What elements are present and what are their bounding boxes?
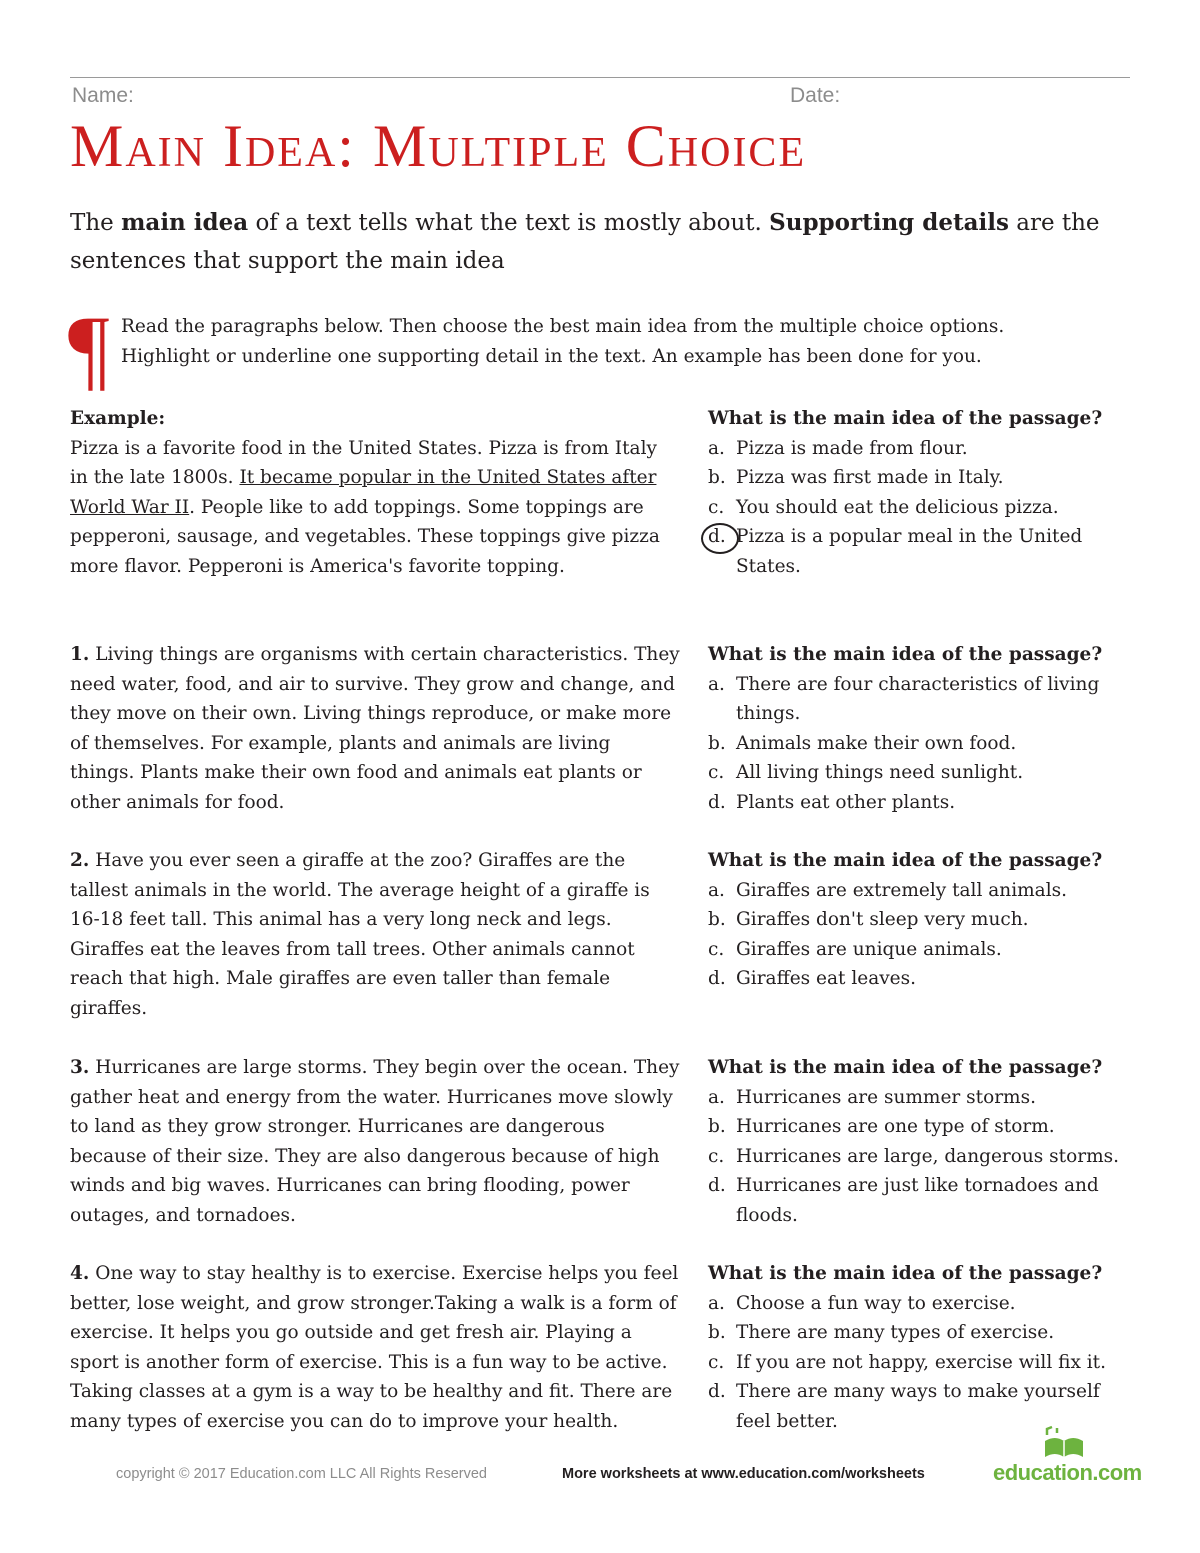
option-text: Hurricanes are summer storms. bbox=[736, 1086, 1036, 1108]
option-letter: a. bbox=[708, 1086, 725, 1108]
q1-option-b[interactable] bbox=[708, 729, 1138, 759]
example-label: Example: bbox=[70, 408, 166, 429]
option-text: If you are not happy, exercise will fix it. bbox=[736, 1351, 1106, 1373]
example-question-block bbox=[708, 404, 1138, 581]
book-icon bbox=[1041, 1425, 1087, 1459]
more-worksheets-link[interactable]: More worksheets at www.education.com/worksheets bbox=[562, 1466, 925, 1482]
example-passage bbox=[70, 404, 680, 581]
option-text: Giraffes eat leaves. bbox=[736, 968, 916, 989]
q3-option-c[interactable] bbox=[708, 1142, 1138, 1172]
question-block-2 bbox=[708, 846, 1138, 994]
answer-circle-icon bbox=[701, 523, 739, 554]
option-text: Animals make their own food. bbox=[736, 732, 1017, 754]
passage-text: Living things are organisms with certain characteristics. They need water, food, and air to survive. They grow and change, and they move on their own. Living things reproduce, or make more of themselves. For example, plants and animals are living things. Plants make their own food and animals eat plants or other animals for food. bbox=[70, 644, 680, 813]
example-option-b[interactable] bbox=[708, 463, 1138, 493]
option-letter: d. bbox=[708, 1175, 726, 1196]
header-rule bbox=[70, 77, 1130, 78]
page-title: Main Idea: Multiple Choice bbox=[70, 113, 807, 179]
option-text: There are four characteristics of living things. bbox=[736, 673, 1100, 724]
example-text-2: . People like to add toppings. Some toppings are pepperoni, sausage, and vegetables. These toppings give pizza more flavor. Pepperoni is America's favorite topping. bbox=[70, 496, 660, 577]
passage-text: One way to stay healthy is to exercise. Exercise helps you feel better, lose weight, and grow stronger.Taking a walk is a form of exercise. It helps you go outside and get fresh air. Playing a sport is another form of exercise. This is a fun way to be active. Taking classes at a gym is a way to be healthy and fit. There are many types of exercise you can do to improve your health. bbox=[70, 1263, 679, 1432]
example-option-d[interactable] bbox=[708, 522, 1138, 581]
question-4: What is the main idea of the passage? bbox=[708, 1263, 1103, 1284]
example-underlined-detail: It became popular in the United States after World War II bbox=[70, 467, 657, 518]
intro-term-main-idea: main idea bbox=[121, 209, 249, 236]
option-text: Choose a fun way to exercise. bbox=[736, 1292, 1016, 1314]
q4-option-b[interactable] bbox=[708, 1318, 1138, 1348]
option-letter: c. bbox=[708, 496, 725, 518]
q2-option-c[interactable] bbox=[708, 935, 1138, 965]
q2-option-b[interactable] bbox=[708, 905, 1138, 935]
option-letter: d. bbox=[708, 791, 726, 813]
education-logo[interactable] bbox=[993, 1425, 1142, 1487]
passage-number: 3. bbox=[70, 1057, 90, 1078]
example-option-c[interactable] bbox=[708, 493, 1138, 523]
option-text: All living things need sunlight. bbox=[736, 762, 1024, 783]
q2-option-a[interactable] bbox=[708, 876, 1138, 906]
option-letter: c. bbox=[708, 1351, 725, 1373]
option-letter: a. bbox=[708, 437, 725, 459]
intro-part-3: are the sentences that support the main idea bbox=[70, 210, 1100, 274]
option-text: There are many types of exercise. bbox=[736, 1322, 1055, 1343]
option-text: Hurricanes are large, dangerous storms. bbox=[736, 1145, 1119, 1167]
instructions bbox=[121, 312, 1101, 372]
instructions-line-2: Highlight or underline one supporting detail in the text. An example has been done for you. bbox=[121, 346, 982, 367]
option-letter: b. bbox=[708, 1116, 726, 1137]
question-block-3 bbox=[708, 1053, 1138, 1230]
example-question: What is the main idea of the passage? bbox=[708, 408, 1103, 429]
question-block-4 bbox=[708, 1259, 1138, 1436]
option-letter: c. bbox=[708, 762, 725, 783]
option-text: Giraffes are extremely tall animals. bbox=[736, 879, 1067, 901]
option-letter: c. bbox=[708, 938, 725, 960]
option-letter: d. bbox=[708, 1381, 726, 1402]
option-text: There are many ways to make yourself feel better. bbox=[736, 1381, 1100, 1432]
option-text: Hurricanes are one type of storm. bbox=[736, 1116, 1055, 1137]
circled-answer-d bbox=[708, 522, 726, 552]
option-letter: a. bbox=[708, 1292, 725, 1314]
q3-option-b[interactable] bbox=[708, 1112, 1138, 1142]
pilcrow-icon: ¶ bbox=[68, 297, 110, 399]
date-label: Date: bbox=[790, 84, 841, 107]
q3-option-a[interactable] bbox=[708, 1083, 1138, 1113]
intro-part-2: of a text tells what the text is mostly about. bbox=[248, 210, 770, 236]
passage-2 bbox=[70, 846, 680, 1023]
question-block-1 bbox=[708, 640, 1138, 817]
name-label: Name: bbox=[72, 84, 134, 107]
option-text: Hurricanes are just like tornadoes and floods. bbox=[736, 1175, 1099, 1226]
q4-option-c[interactable] bbox=[708, 1348, 1138, 1378]
q1-option-a[interactable] bbox=[708, 670, 1138, 729]
question-3: What is the main idea of the passage? bbox=[708, 1057, 1103, 1078]
option-text: Giraffes don't sleep very much. bbox=[736, 909, 1029, 930]
question-1: What is the main idea of the passage? bbox=[708, 644, 1103, 665]
option-text: Pizza is made from flour. bbox=[736, 437, 968, 459]
option-letter: c. bbox=[708, 1145, 725, 1167]
intro-text bbox=[70, 204, 1130, 280]
passage-1 bbox=[70, 640, 680, 817]
example-option-a[interactable] bbox=[708, 434, 1138, 464]
option-text: Pizza was first made in Italy. bbox=[736, 467, 1004, 488]
passage-number: 4. bbox=[70, 1263, 90, 1284]
intro-part-1: The bbox=[70, 210, 122, 236]
option-letter: b. bbox=[708, 732, 726, 754]
instructions-line-1: Read the paragraphs below. Then choose the best main idea from the multiple choice options. bbox=[121, 316, 1005, 337]
q2-option-d[interactable] bbox=[708, 964, 1138, 994]
option-letter: d. bbox=[708, 968, 726, 989]
logo-text: education.com bbox=[993, 1460, 1142, 1485]
option-text: Giraffes are unique animals. bbox=[736, 938, 1002, 960]
option-text: Plants eat other plants. bbox=[736, 791, 956, 813]
q1-option-c[interactable] bbox=[708, 758, 1138, 788]
q1-option-d[interactable] bbox=[708, 788, 1138, 818]
copyright-text: copyright © 2017 Education.com LLC All Rights Reserved bbox=[116, 1466, 487, 1482]
passage-4 bbox=[70, 1259, 680, 1436]
passage-text: Hurricanes are large storms. They begin over the ocean. They gather heat and energy from the water. Hurricanes move slowly to land as they grow stronger. Hurricanes are dangerous because of their size. They are also dangerous because of high winds and big waves. Hurricanes can bring flooding, power outages, and tornadoes. bbox=[70, 1057, 680, 1226]
option-letter: b. bbox=[708, 909, 726, 930]
option-letter: a. bbox=[708, 673, 725, 695]
option-letter: b. bbox=[708, 467, 726, 488]
passage-number: 1. bbox=[70, 644, 90, 665]
q3-option-d[interactable] bbox=[708, 1171, 1138, 1230]
option-text: Pizza is a popular meal in the United States. bbox=[736, 526, 1083, 577]
question-2: What is the main idea of the passage? bbox=[708, 850, 1103, 871]
option-letter: d. bbox=[708, 526, 726, 547]
q4-option-a[interactable] bbox=[708, 1289, 1138, 1319]
passage-3 bbox=[70, 1053, 680, 1230]
passage-text: Have you ever seen a giraffe at the zoo? Giraffes are the tallest animals in the world. The average height of a giraffe is 16-18 feet tall. This animal has a very long neck and legs. Giraffes eat the leaves from tall trees. Other animals cannot reach that high. Male giraffes are even taller than female giraffes. bbox=[70, 850, 650, 1019]
option-letter: b. bbox=[708, 1322, 726, 1343]
option-letter: a. bbox=[708, 879, 725, 901]
intro-term-supporting-details: Supporting details bbox=[769, 209, 1009, 236]
option-text: You should eat the delicious pizza. bbox=[736, 496, 1059, 518]
passage-number: 2. bbox=[70, 850, 90, 871]
example-text-1: Pizza is a favorite food in the United States. Pizza is from Italy in the late 1800s. bbox=[70, 437, 657, 488]
